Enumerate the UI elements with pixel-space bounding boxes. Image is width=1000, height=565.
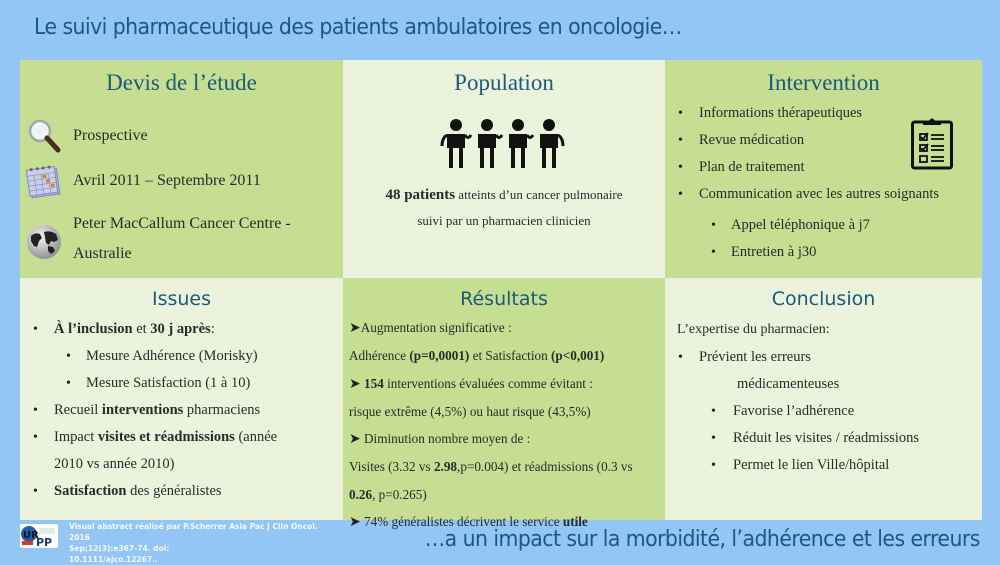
conclusion-intro: L’expertise du pharmacien: xyxy=(677,322,830,337)
list-item xyxy=(20,424,343,478)
text: pharmaciens xyxy=(183,402,261,418)
resultats-content xyxy=(343,314,665,536)
list-item-continuation: médicamenteuses xyxy=(737,375,840,392)
list-item: • Favorise l’adhérence xyxy=(665,398,982,425)
page-title: Le suivi pharmaceutique des patients ambulatoires en oncologie… xyxy=(34,15,682,40)
text: Visites (3.32 vs xyxy=(349,459,434,475)
text: 2010 vs année 2010) xyxy=(54,456,175,472)
bold-text: 0.26 xyxy=(349,486,373,502)
devis-item-text: Avril 2011 – Septembre 2011 xyxy=(73,172,261,189)
result-3-head xyxy=(349,425,665,453)
arrow-bullet-icon: ➤ xyxy=(349,432,361,448)
devis-item-text-line2: Australie xyxy=(73,245,132,262)
population-title: Population xyxy=(454,70,554,95)
list-subitem: • Appel téléphonique à j7 xyxy=(665,212,982,239)
bold-text: visites et réadmissions xyxy=(97,429,235,445)
population-text-1: atteints d’un cancer pulmonaire xyxy=(455,187,623,202)
list-item xyxy=(20,397,343,424)
bold-text: (p=0,0001) xyxy=(409,348,470,364)
intervention-list xyxy=(665,100,982,266)
list-item xyxy=(20,478,343,505)
population-description xyxy=(343,182,665,234)
list-subitem: • Mesure Satisfaction (1 à 10) xyxy=(20,370,343,397)
text: Diminution nombre moyen de : xyxy=(364,431,531,447)
list-item: • Communication avec les autres soignants xyxy=(665,181,982,208)
bold-text: Satisfaction xyxy=(54,483,127,499)
panel-issues xyxy=(20,278,343,520)
panel-resultats xyxy=(343,278,665,531)
issues-title: Issues xyxy=(151,288,212,310)
conclusion-title: Conclusion xyxy=(771,288,876,310)
devis-item-text: Prospective xyxy=(73,127,148,144)
devis-item-location xyxy=(20,209,291,269)
list-item: • Plan de traitement xyxy=(665,154,982,181)
result-2-head xyxy=(349,370,665,398)
globe-icon xyxy=(24,222,64,262)
devis-item-text-line1: Peter MacCallum Cancer Centre - xyxy=(73,215,291,232)
panel-devis xyxy=(20,60,343,278)
devis-item-period xyxy=(20,161,261,201)
result-3-detail-2 xyxy=(349,481,665,508)
panel-conclusion xyxy=(665,278,982,520)
list-item: • Prévient les erreurs xyxy=(665,344,982,371)
devis-item-type xyxy=(20,116,148,156)
credit-line: 10.1111/ajco.12267.. xyxy=(69,555,158,564)
text: (année xyxy=(234,429,278,445)
bold-text: interventions xyxy=(101,402,184,418)
conclusion-list xyxy=(665,344,982,479)
text: et xyxy=(132,321,151,337)
text: des généralistes xyxy=(126,483,222,499)
panel-population xyxy=(343,60,665,278)
bold-text: 154 xyxy=(364,375,384,391)
devis-title: Devis de l’étude xyxy=(106,70,257,95)
arrow-bullet-icon: ➤ xyxy=(349,321,361,336)
bold-text: (p<0,001) xyxy=(550,348,605,364)
svg-text:UR: UR xyxy=(23,530,39,541)
population-text-2: suivi par un pharmacien clinicien xyxy=(417,213,591,228)
issues-list xyxy=(20,316,343,505)
text: 74% généralistes décrivent le service xyxy=(364,514,563,530)
tagline: …a un impact sur la morbidité, l’adhérence et les erreurs xyxy=(424,527,980,552)
text: Augmentation significative : xyxy=(360,320,512,335)
text: Recueil xyxy=(54,402,102,418)
people-group-icon xyxy=(343,118,665,170)
credit-line: Sep;12(3):e367-74. doi: xyxy=(69,544,170,553)
svg-text:PP: PP xyxy=(36,536,53,549)
result-1-head xyxy=(349,314,665,342)
list-item: • Permet le lien Ville/hôpital xyxy=(665,452,982,479)
list-item: • Réduit les visites / réadmissions xyxy=(665,425,982,452)
calendar-icon xyxy=(24,161,64,201)
bold-text: À l’inclusion xyxy=(54,321,133,337)
text: Impact xyxy=(54,429,98,445)
list-item: • Informations thérapeutiques xyxy=(665,100,982,127)
arrow-bullet-icon: ➤ xyxy=(349,376,361,392)
bold-text: 2.98 xyxy=(433,459,458,475)
list-item xyxy=(20,316,343,343)
magnifier-icon xyxy=(24,116,64,156)
intervention-title: Intervention xyxy=(767,70,880,95)
text: et Satisfaction xyxy=(469,348,551,364)
resultats-title: Résultats xyxy=(460,288,548,310)
urpp-logo xyxy=(20,524,58,548)
credit-line: Visual abstract réalisé par P.Scherrer Asia Pac J Clin Oncol. 2016 xyxy=(69,522,318,542)
result-1-detail xyxy=(349,342,665,369)
result-2-detail: risque extrême (4,5%) ou haut risque (43,5%) xyxy=(349,403,591,419)
text: ,p=0.004) et réadmissions (0.3 vs xyxy=(457,459,633,475)
citation-credit xyxy=(69,521,329,565)
text: : xyxy=(210,321,215,337)
text: Adhérence xyxy=(349,348,410,364)
patient-count: 48 patients xyxy=(385,187,456,203)
result-3-detail xyxy=(349,453,665,480)
abstract-grid xyxy=(20,60,982,531)
text: , p=0.265) xyxy=(372,486,427,502)
bold-text: 30 j après xyxy=(150,321,211,337)
arrow-bullet-icon: ➤ xyxy=(349,515,361,531)
list-item: • Revue médication xyxy=(665,127,982,154)
list-subitem: • Entretien à j30 xyxy=(665,239,982,266)
list-subitem: • Mesure Adhérence (Morisky) xyxy=(20,343,343,370)
panel-intervention xyxy=(665,60,982,278)
bold-text: utile xyxy=(562,514,588,530)
text: interventions évaluées comme évitant : xyxy=(383,375,593,391)
